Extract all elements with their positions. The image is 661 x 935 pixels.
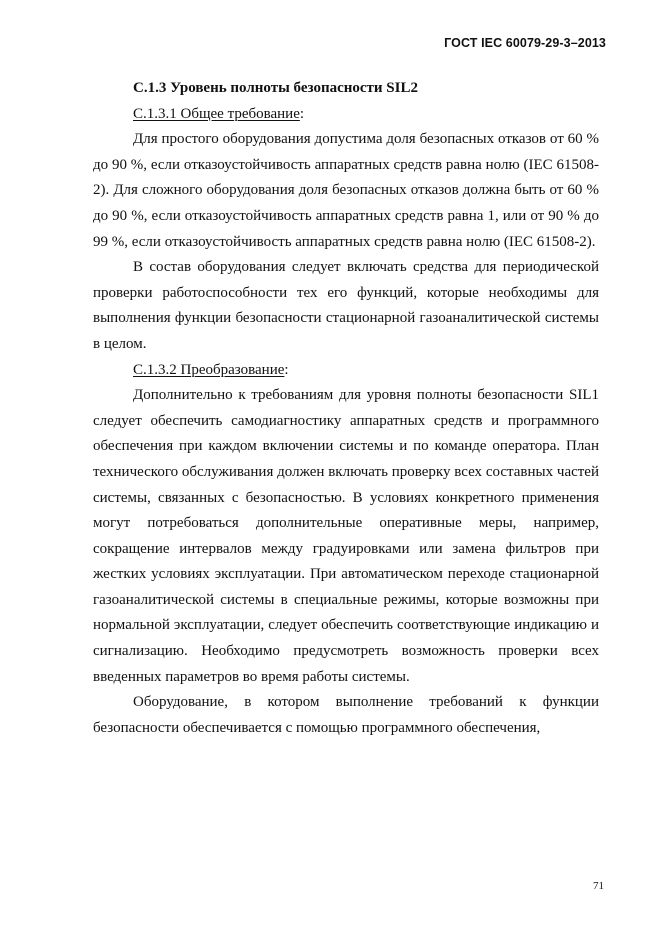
subsection-title-text: С.1.3.1 Общее требование [133,105,300,122]
paragraph-software-equipment: Оборудование, в котором выполнение требований к функции безопасности обеспечивается с помощью программного обеспечения, [93,694,599,736]
paragraph-safe-failure-fraction: Для простого оборудования допустима доля безопасных отказов от 60 % до 90 %, если отказоустойчивость аппаратных средств равна нолю (IEC 61508-2). Для сложного оборудования доля безопасных отказов должна быть от 60 % до 90 %, если отказоустойчивость аппаратных средств равна 1, или от 90 % до 99 %, если отказоустойчивость аппаратных средств равна нолю (IEC 61508-2). [93,131,599,250]
page-number: 71 [593,880,604,892]
subsection-title-colon: : [284,361,289,378]
document-body [93,76,599,741]
subsection-title-text: С.1.3.2 Преобразование [133,361,285,378]
paragraph-periodic-check: В состав оборудования следует включать средства для периодической проверки работоспособности тех его функций, которые необходимы для выполнения функции безопасности стационарной газоаналитической системы в целом. [93,259,599,352]
subsection-title-general-requirement [93,102,599,128]
subsection-title-transformation [93,358,599,384]
section-title: C.1.3 Уровень полноты безопасности SIL2 [133,80,418,96]
paragraph-self-diagnostics: Дополнительно к требованиям для уровня полноты безопасности SIL1 следует обеспечить самодиагностику аппаратных средств и программного обеспечения при каждом включении системы и по команде оператора. План технического обслуживания должен включать проверку всех составных частей системы, связанных с безопасностью. В условиях конкретного применения могут потребоваться дополнительные оперативные меры, например, сокращение интервалов между градуировками или замена фильтров при жестких условиях эксплуатации. При автоматическом переходе стационарной газоаналитической системы в специальные режимы, которые возможны при нормальной эксплуатации, следует обеспечить соответствующие индикацию и сигнализацию. Необходимо предусмотреть возможность проверки всех введенных параметров во время работы системы. [93,387,599,685]
document-header: ГОСТ IEC 60079-29-3–2013 [444,36,606,50]
subsection-title-colon: : [299,105,305,122]
